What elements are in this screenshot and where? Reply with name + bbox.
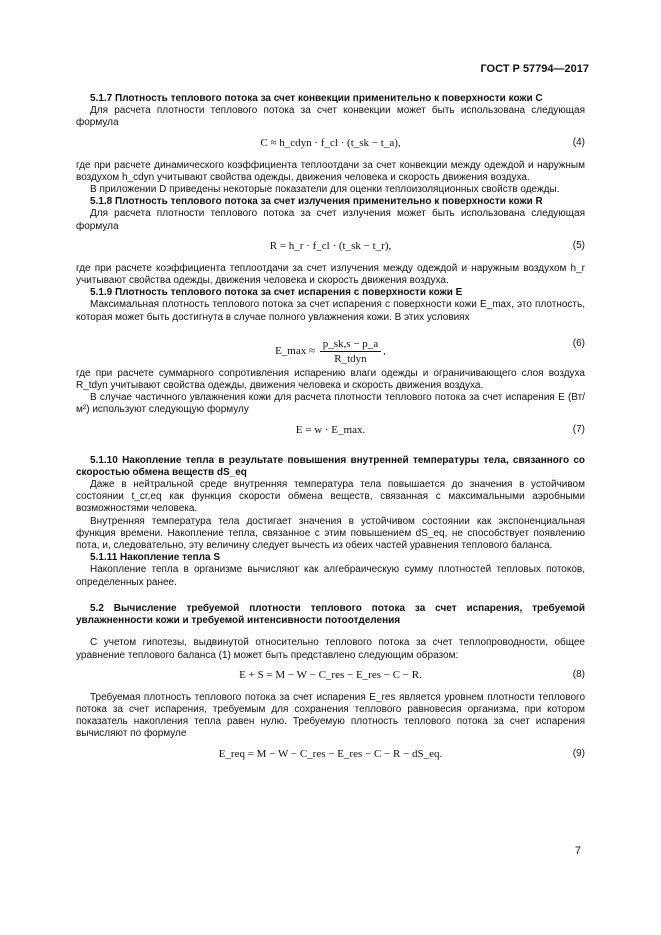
- formula-5-expression: R = h_r · f_cl · (t_sk − t_r),: [269, 239, 392, 252]
- formula-6: [76, 328, 585, 366]
- formula-6-lhs: E_max ≈: [275, 345, 316, 358]
- section-5-1-11-title: 5.1.11 Накопление тепла S: [90, 552, 221, 564]
- section-5-1-7-text: Для расчета плотности теплового потока за счет конвекции может быть использована следующая формула: [76, 105, 585, 129]
- formula-7-number: (7): [572, 423, 585, 435]
- section-5-1-9-text: Максимальная плотность теплового потока за счет испарения с поверхности кожи E_max, это плотность, которая может быть достигнута в случае полного увлажнения кожи. В этих условиях: [76, 299, 585, 323]
- formula-8-number: (8): [572, 668, 585, 680]
- section-5-1-9-title: 5.1.9 Плотность теплового потока за счет испарения с поверхности кожи E: [90, 287, 463, 299]
- formula-5: [76, 237, 585, 257]
- formula-4: [76, 134, 585, 154]
- formula-7-expression: E = w · E_max.: [295, 423, 366, 436]
- section-5-1-9-explanation: где при расчете суммарного сопротивления испарению влаги одежды и ограничивающего слоя воздуха R_tdyn учитывают свойства одежды, движения человека и скорость движения воздуха.: [76, 367, 585, 392]
- page-content: [76, 93, 585, 771]
- section-5-2-para-1: С учетом гипотезы, выдвинутой относительно теплового потока за счет теплопроводности, общее уравнение теплового баланса (1) может быть представлено следующим образом:: [76, 637, 585, 661]
- page-number: 7: [574, 845, 581, 857]
- formula-9-expression: E_req = M − W − C_res − E_res − C − R − dS_eq.: [218, 747, 443, 760]
- formula-9-number: (9): [572, 747, 585, 759]
- section-5-1-9-text-2: В случае частичного увлажнения кожи для расчета плотности теплового потока за счет испарения E (Вт/м²) используют следующую формулу: [76, 392, 585, 416]
- section-5-1-7-explanation: где при расчете динамического коэффициента теплоотдачи за счет конвекции между одеждой и наружным воздухом h_cdyn учитывают свойства одежды, движения человека и скорость движения воздуха.: [76, 159, 585, 183]
- section-5-1-7-appendix-note: В приложении D приведены некоторые показатели для оценки теплоизоляционных свойств одежды.: [90, 184, 560, 196]
- section-5-1-10-title: 5.1.10 Накопление тепла в результате повышения внутренней температуры тела, связанного со скоростью обмена веществ dS_eq: [76, 454, 585, 478]
- formula-7: [76, 421, 585, 441]
- section-5-1-11-text: Накопление тепла в организме вычисляют как алгебраическую сумму плотностей тепловых потоков, определенных ранее.: [76, 564, 585, 588]
- formula-4-expression: C ≈ h_cdyn · f_cl · (t_sk − t_a),: [260, 136, 401, 149]
- formula-8-expression: E + S = M − W − C_res − E_res − C − R.: [239, 668, 422, 681]
- formula-6-numerator: p_sk,s − p_a: [320, 338, 381, 352]
- section-5-1-8-explanation: где при расчете коэффициента теплоотдачи за счет излучения между одеждой и наружным воздухом h_r учитывают свойства одежды, движения человека и скорость движения воздуха.: [76, 262, 585, 287]
- formula-5-number: (5): [572, 239, 585, 251]
- document-id: ГОСТ Р 57794—2017: [480, 63, 589, 75]
- formula-6-denominator: R_tdyn: [334, 353, 367, 366]
- formula-6-number: (6): [572, 337, 585, 349]
- formula-4-number: (4): [572, 136, 585, 148]
- formula-8: [76, 666, 585, 686]
- formula-9: [76, 745, 585, 765]
- section-5-2-para-2: Требуемая плотность теплового потока за счет испарения E_res является уровнем плотности теплового потока за счет испарения, требуемым для сохранения теплового равновесия организма, при котором показатель накопления тепла равен нулю. Требуемую плотность теплового потока за счет испарения вычисляют по формуле: [76, 691, 585, 740]
- section-5-1-7-title: 5.1.7 Плотность теплового потока за счет конвекции применительно к поверхности кожи C: [90, 93, 543, 104]
- formula-6-expression: E_max ≈ $\frac{p\_sk,s - p\_a}{\text{R\_tdyn}}$ ,: [275, 337, 386, 366]
- section-5-1-8-text: Для расчета плотности теплового потока за счет излучения может быть использована следующая формула: [76, 208, 585, 232]
- section-5-1-10-para-1: Даже в нейтральной среде внутренняя температура тела повышается до значения в устойчивом состоянии t_cr,eq как функция скорости обмена веществ, связанная с максимальными аэробными возможностями человека.: [76, 479, 585, 515]
- section-5-2-title: 5.2 Вычисление требуемой плотности теплового потока за счет испарения, требуемой увлажненности кожи и требуемой интенсивности потоотделения: [76, 602, 585, 627]
- section-5-1-8-title: 5.1.8 Плотность теплового потока за счет излучения применительно к поверхности кожи R: [90, 196, 543, 208]
- section-5-1-10-para-2: Внутренняя температура тела достигает значения в устойчивом состоянии как экспоненциальная функция времени. Накопление тепла, связанное с этим повышением dS_eq, не способствует появлению пота, и, следовательно, эту величину следует вычесть из обеих частей уравнения теплового баланса.: [76, 515, 585, 552]
- formula-6-fraction: [320, 338, 381, 365]
